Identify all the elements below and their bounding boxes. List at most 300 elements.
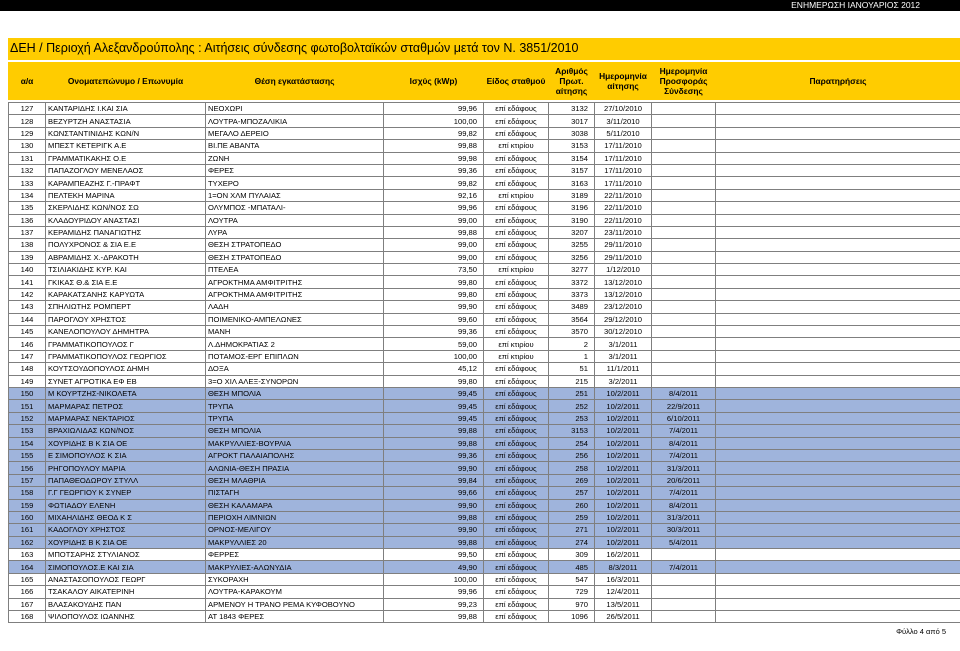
cell-name: Γ.Γ ΓΕΩΡΓΙΟΥ Κ ΣΥΝΕΡ [46,487,206,499]
cell-station-type: επί εδάφους [484,573,549,585]
header-name: Ονοματεπώνυμο / Επωνυμία [46,63,206,100]
cell-name: ΜΙΧΑΗΛΙΔΗΣ ΘΕΟΔ Κ Σ [46,511,206,523]
row-number: 127 [9,103,46,115]
cell-name: ΤΣΙΛΙΑΚΙΔΗΣ ΚΥΡ. ΚΑΙ [46,264,206,276]
title-bar [8,38,960,60]
cell-name: ΜΠΕΣΤ ΚΕΤΕΡΙΓΚ Α.Ε [46,140,206,152]
cell-name: Μ ΚΟΥΡΤΖΗΣ-ΝΙΚΟΛΕΤΑ [46,387,206,399]
cell-date-request: 10/2/2011 [595,462,652,474]
cell-station-type: επί εδάφους [484,561,549,573]
table-row [9,251,960,263]
table-row [9,524,960,536]
cell-date-request: 22/11/2010 [595,214,652,226]
cell-location: ΤΡΥΠΑ [206,400,384,412]
row-number: 140 [9,264,46,276]
cell-location: ΒΙ.ΠΕ ΑΒΑΝΤΑ [206,140,384,152]
row-number: 162 [9,536,46,548]
cell-notes [716,363,960,375]
cell-protocol: 215 [549,375,595,387]
table-row [9,127,960,139]
cell-location: ΠΟΙΜΕΝΙΚΟ-ΑΜΠΕΛΩΝΕΣ [206,313,384,325]
cell-date-offer [652,239,716,251]
cell-date-offer [652,152,716,164]
cell-date-offer: 7/4/2011 [652,561,716,573]
cell-date-request: 27/10/2010 [595,103,652,115]
cell-station-type: επί εδάφους [484,214,549,226]
cell-power: 99,88 [384,536,484,548]
table-row [9,301,960,313]
cell-date-offer [652,313,716,325]
cell-notes [716,127,960,139]
cell-protocol: 258 [549,462,595,474]
cell-power: 99,80 [384,288,484,300]
cell-date-offer: 5/4/2011 [652,536,716,548]
cell-notes [716,412,960,424]
cell-power: 92,16 [384,189,484,201]
cell-date-offer [652,350,716,362]
cell-location: ΑΓΡΟΚΤΗΜΑ ΑΜΦΙΤΡΙΤΗΣ [206,288,384,300]
header-location: Θέση εγκατάστασης [206,63,384,100]
cell-date-offer [652,326,716,338]
cell-protocol: 970 [549,598,595,610]
cell-power: 99,90 [384,462,484,474]
table-row [9,363,960,375]
cell-name: Ε ΣΙΜΟΠΟΥΛΟΣ Κ ΣΙΑ [46,449,206,461]
cell-station-type: επί εδάφους [484,449,549,461]
cell-location: 3=Ο ΧΙΛ ΑΛΕΞ-ΣΥΝΟΡΩΝ [206,375,384,387]
cell-location: ΤΡΥΠΑ [206,412,384,424]
cell-name: ΣΚΕΡΛΙΔΗΣ ΚΩΝ/ΝΟΣ ΣΩ [46,202,206,214]
cell-name: ΑΒΡΑΜΙΔΗΣ Χ.-ΔΡΑΚΟΤΗ [46,251,206,263]
cell-date-request: 8/3/2011 [595,561,652,573]
cell-date-request: 22/11/2010 [595,189,652,201]
cell-protocol: 3190 [549,214,595,226]
row-number: 167 [9,598,46,610]
table-row [9,598,960,610]
cell-protocol: 3153 [549,140,595,152]
cell-name: ΠΑΠΑΘΕΟΔΩΡΟΥ ΣΤΥΛΛ [46,474,206,486]
table-row [9,350,960,362]
row-number: 132 [9,164,46,176]
cell-notes [716,524,960,536]
cell-power: 99,98 [384,152,484,164]
table-row [9,226,960,238]
table-row [9,239,960,251]
cell-station-type: επί εδάφους [484,524,549,536]
cell-power: 99,84 [384,474,484,486]
table-row [9,202,960,214]
cell-notes [716,425,960,437]
cell-location: ΘΕΣΗ ΜΠΟΛΙΑ [206,387,384,399]
cell-notes [716,202,960,214]
table-row [9,115,960,127]
row-number: 152 [9,412,46,424]
cell-date-request: 23/11/2010 [595,226,652,238]
row-number: 137 [9,226,46,238]
cell-power: 99,60 [384,313,484,325]
cell-date-offer [652,338,716,350]
cell-notes [716,251,960,263]
cell-location: Λ.ΔΗΜΟΚΡΑΤΙΑΣ 2 [206,338,384,350]
cell-protocol: 3157 [549,164,595,176]
cell-name: ΨΙΛΟΠΟΥΛΟΣ ΙΩΑΝΝΗΣ [46,611,206,623]
cell-notes [716,226,960,238]
cell-station-type: επί εδάφους [484,103,549,115]
cell-date-offer [652,214,716,226]
cell-name: ΧΟΥΡΙΔΗΣ Β Κ ΣΙΑ ΟΕ [46,536,206,548]
cell-power: 100,00 [384,573,484,585]
row-number: 157 [9,474,46,486]
cell-protocol: 729 [549,586,595,598]
cell-power: 99,00 [384,251,484,263]
cell-name: ΒΡΑΧΙΩΛΙΔΑΣ ΚΩΝ/ΝΟΣ [46,425,206,437]
cell-protocol: 3153 [549,425,595,437]
cell-notes [716,573,960,585]
cell-location: ΟΛΥΜΠΟΣ -ΜΠΑΤΑΛΙ- [206,202,384,214]
cell-location: ΑΓΡΟΚΤΗΜΑ ΑΜΦΙΤΡΙΤΗΣ [206,276,384,288]
cell-station-type: επί εδάφους [484,276,549,288]
cell-location: ΛΟΥΤΡΑ-ΜΠΟΖΑΛΙΚΙΑ [206,115,384,127]
cell-date-offer [652,363,716,375]
cell-protocol: 3564 [549,313,595,325]
cell-date-offer [652,276,716,288]
row-number: 161 [9,524,46,536]
cell-date-request: 10/2/2011 [595,387,652,399]
cell-date-request: 10/2/2011 [595,499,652,511]
cell-location: ΘΕΣΗ ΜΠΟΛΙΑ [206,425,384,437]
row-number: 158 [9,487,46,499]
cell-notes [716,375,960,387]
cell-station-type: επί εδάφους [484,536,549,548]
cell-notes [716,387,960,399]
cell-location: ΛΑΔΗ [206,301,384,313]
cell-name: ΓΚΙΚΑΣ Θ.& ΣΙΑ Ε.Ε [46,276,206,288]
row-number: 136 [9,214,46,226]
cell-power: 99,36 [384,164,484,176]
cell-date-request: 5/11/2010 [595,127,652,139]
cell-protocol: 3372 [549,276,595,288]
cell-name: ΠΕΛΤΕΚΗ ΜΑΡΙΝΑ [46,189,206,201]
table-row [9,586,960,598]
header-date-request: Ημερομηνία αίτησης [595,63,652,100]
cell-power: 99,80 [384,276,484,288]
row-number: 159 [9,499,46,511]
cell-name: ΓΡΑΜΜΑΤΙΚΟΠΟΥΛΟΣ Γ [46,338,206,350]
cell-location: ΠΕΡΙΟΧΗ ΛΙΜΝΙΩΝ [206,511,384,523]
cell-date-request: 23/12/2010 [595,301,652,313]
cell-name: ΑΝΑΣΤΑΣΟΠΟΥΛΟΣ ΓΕΩΡΓ [46,573,206,585]
cell-date-offer [652,127,716,139]
cell-station-type: επί εδάφους [484,115,549,127]
row-number: 151 [9,400,46,412]
cell-protocol: 3570 [549,326,595,338]
cell-protocol: 271 [549,524,595,536]
cell-date-offer [652,288,716,300]
row-number: 166 [9,586,46,598]
cell-location: ΤΥΧΕΡΟ [206,177,384,189]
cell-power: 100,00 [384,350,484,362]
cell-date-offer [652,301,716,313]
row-number: 138 [9,239,46,251]
cell-name: ΓΡΑΜΜΑΤΙΚΑΚΗΣ Ο.Ε [46,152,206,164]
table-row [9,326,960,338]
cell-date-request: 10/2/2011 [595,511,652,523]
cell-notes [716,264,960,276]
cell-notes [716,115,960,127]
cell-date-request: 29/12/2010 [595,313,652,325]
cell-station-type: επί κτιρίου [484,350,549,362]
table-row [9,338,960,350]
table-row [9,487,960,499]
cell-station-type: επί εδάφους [484,202,549,214]
row-number: 139 [9,251,46,263]
cell-notes [716,598,960,610]
cell-date-request: 10/2/2011 [595,524,652,536]
cell-power: 99,88 [384,226,484,238]
cell-date-request: 17/11/2010 [595,140,652,152]
cell-name: ΣΥΝΕΤ ΑΓΡΟΤΙΚΑ ΕΦ ΕΒ [46,375,206,387]
cell-power: 99,80 [384,375,484,387]
cell-date-request: 3/1/2011 [595,338,652,350]
table-header-row [9,63,960,100]
table-row [9,164,960,176]
cell-date-offer [652,177,716,189]
cell-name: ΣΙΜΟΠΟΥΛΟΣ.Ε ΚΑΙ ΣΙΑ [46,561,206,573]
cell-date-offer: 7/4/2011 [652,487,716,499]
cell-date-offer: 7/4/2011 [652,425,716,437]
cell-date-request: 10/2/2011 [595,412,652,424]
cell-power: 99,96 [384,202,484,214]
cell-location: ΠΙΣΤΑΓΗ [206,487,384,499]
cell-notes [716,140,960,152]
cell-location: ΜΑΚΡΥΛΙΕΣ-ΑΛΩΝΥΔΙΑ [206,561,384,573]
cell-location: ΔΟΞΑ [206,363,384,375]
cell-date-request: 10/2/2011 [595,449,652,461]
cell-notes [716,549,960,561]
row-number: 131 [9,152,46,164]
table-row [9,549,960,561]
cell-power: 99,88 [384,425,484,437]
cell-date-offer [652,611,716,623]
cell-date-offer: 31/3/2011 [652,511,716,523]
cell-power: 99,96 [384,103,484,115]
cell-name: ΦΩΤΙΑΔΟΥ ΕΛΕΝΗ [46,499,206,511]
cell-notes [716,400,960,412]
cell-notes [716,177,960,189]
cell-date-request: 3/1/2011 [595,350,652,362]
cell-name: ΚΩΝΣΤΑΝΤΙΝΙΔΗΣ ΚΩΝ/Ν [46,127,206,139]
table-row [9,611,960,623]
cell-date-request: 1/12/2010 [595,264,652,276]
cell-date-request: 10/2/2011 [595,400,652,412]
row-number: 148 [9,363,46,375]
cell-name: ΚΛΑΔΟΥΡΙΔΟΥ ΑΝΑΣΤΑΣΙ [46,214,206,226]
cell-notes [716,449,960,461]
cell-protocol: 3038 [549,127,595,139]
table-row [9,437,960,449]
cell-name: ΒΕΖΥΡΤΖΗ ΑΝΑΣΤΑΣΙΑ [46,115,206,127]
row-number: 145 [9,326,46,338]
cell-date-offer: 8/4/2011 [652,499,716,511]
cell-location: ΜΑΚΡΥΛΛΙΕΣ-ΒΟΥΡΛΙΑ [206,437,384,449]
cell-station-type: επί εδάφους [484,152,549,164]
cell-notes [716,611,960,623]
cell-protocol: 547 [549,573,595,585]
table-row [9,474,960,486]
cell-power: 99,88 [384,611,484,623]
cell-notes [716,536,960,548]
cell-location: ΦΕΡΕΣ [206,164,384,176]
cell-station-type: επί εδάφους [484,239,549,251]
cell-date-request: 17/11/2010 [595,177,652,189]
cell-station-type: επί εδάφους [484,326,549,338]
cell-station-type: επί εδάφους [484,474,549,486]
cell-date-request: 22/11/2010 [595,202,652,214]
header-aa: α/α [9,63,46,100]
table-row [9,462,960,474]
cell-location: ΘΕΣΗ ΣΤΡΑΤΟΠΕΔΟ [206,251,384,263]
row-number: 128 [9,115,46,127]
cell-notes [716,152,960,164]
cell-protocol: 51 [549,363,595,375]
row-number: 154 [9,437,46,449]
cell-name: ΚΑΡΑΚΑΤΣΑΝΗΣ ΚΑΡΥΩΤΑ [46,288,206,300]
cell-protocol: 251 [549,387,595,399]
cell-power: 59,00 [384,338,484,350]
cell-date-offer [652,202,716,214]
cell-station-type: επί εδάφους [484,363,549,375]
cell-location: ΜΑΚΡΥΛΛΙΕΣ 20 [206,536,384,548]
cell-date-request: 3/11/2010 [595,115,652,127]
row-number: 135 [9,202,46,214]
cell-location: ΘΕΣΗ ΜΛΑΘΡΙΑ [206,474,384,486]
document-title: ΔΕΗ / Περιοχή Αλεξανδρούπολης : Αιτήσεις σύνδεσης φωτοβολταϊκών σταθμών μετά τον Ν. 3851/2010 [10,41,579,55]
cell-location: ΠΟΤΑΜΟΣ-ΕΡΓ ΕΠΙΠΛΩΝ [206,350,384,362]
cell-location: ΛΟΥΤΡΑ-ΚΑΡΑΚΟΥΜ [206,586,384,598]
cell-location: ΛΥΡΑ [206,226,384,238]
cell-date-request: 13/12/2010 [595,288,652,300]
table-row [9,573,960,585]
cell-date-offer [652,189,716,201]
cell-date-offer: 20/6/2011 [652,474,716,486]
cell-station-type: επί εδάφους [484,301,549,313]
cell-station-type: επί εδάφους [484,462,549,474]
cell-date-offer [652,103,716,115]
row-number: 168 [9,611,46,623]
cell-date-request: 13/5/2011 [595,598,652,610]
cell-protocol: 485 [549,561,595,573]
cell-protocol: 2 [549,338,595,350]
cell-name: ΒΛΑΣΑΚΟΥΔΗΣ ΠΑΝ [46,598,206,610]
cell-notes [716,437,960,449]
table-row [9,152,960,164]
cell-notes [716,239,960,251]
table-row [9,189,960,201]
cell-power: 99,88 [384,140,484,152]
cell-date-request: 29/11/2010 [595,251,652,263]
cell-location: ΑΛΩΝΙΑ-ΘΕΣΗ ΠΡΑΣΙΑ [206,462,384,474]
cell-name: ΚΑΔΟΓΛΟΥ ΧΡΗΣΤΟΣ [46,524,206,536]
cell-name: ΚΑΝΕΛΟΠΟΥΛΟΥ ΔΗΜΗΤΡΑ [46,326,206,338]
cell-location: ΘΕΣΗ ΚΑΛΑΜΑΡΑ [206,499,384,511]
cell-protocol: 3207 [549,226,595,238]
row-number: 164 [9,561,46,573]
cell-station-type: επί κτιρίου [484,189,549,201]
cell-power: 99,45 [384,400,484,412]
cell-notes [716,350,960,362]
cell-date-request: 10/2/2011 [595,536,652,548]
cell-date-request: 29/11/2010 [595,239,652,251]
cell-date-offer [652,226,716,238]
row-number: 144 [9,313,46,325]
table-row [9,288,960,300]
cell-power: 99,50 [384,549,484,561]
table-row [9,140,960,152]
cell-name: ΤΣΑΚΑΛΟΥ ΑΙΚΑΤΕΡΙΝΗ [46,586,206,598]
cell-station-type: επί εδάφους [484,549,549,561]
cell-date-offer [652,549,716,561]
row-number: 150 [9,387,46,399]
table-row [9,177,960,189]
cell-station-type: επί κτιρίου [484,264,549,276]
cell-station-type: επί εδάφους [484,611,549,623]
page-footer: Φύλλο 4 από 5 [896,627,946,636]
cell-power: 99,90 [384,499,484,511]
cell-protocol: 1 [549,350,595,362]
cell-power: 99,66 [384,487,484,499]
cell-power: 73,50 [384,264,484,276]
cell-protocol: 259 [549,511,595,523]
cell-protocol: 3256 [549,251,595,263]
cell-power: 49,90 [384,561,484,573]
cell-date-request: 16/2/2011 [595,549,652,561]
table-row [9,214,960,226]
cell-date-request: 10/2/2011 [595,425,652,437]
cell-date-offer: 30/3/2011 [652,524,716,536]
table-row [9,412,960,424]
cell-protocol: 3255 [549,239,595,251]
cell-protocol: 256 [549,449,595,461]
cell-notes [716,313,960,325]
cell-station-type: επί κτιρίου [484,338,549,350]
cell-notes [716,326,960,338]
cell-location: ΜΑΝΗ [206,326,384,338]
cell-station-type: επί εδάφους [484,226,549,238]
cell-station-type: επί εδάφους [484,487,549,499]
cell-power: 100,00 [384,115,484,127]
row-number: 160 [9,511,46,523]
cell-date-offer [652,115,716,127]
cell-protocol: 3189 [549,189,595,201]
row-number: 130 [9,140,46,152]
cell-name: ΚΟΥΤΣΟΥΔΟΠΟΥΛΟΣ ΔΗΜΗ [46,363,206,375]
cell-power: 99,36 [384,326,484,338]
applications-table [8,62,960,623]
cell-date-offer: 22/9/2011 [652,400,716,412]
cell-power: 99,90 [384,301,484,313]
row-number: 149 [9,375,46,387]
cell-location: 1=ΟΝ ΧΛΜ ΠΥΛΑΙΑΣ [206,189,384,201]
cell-name: ΠΑΡΟΓΛΟΥ ΧΡΗΣΤΟΣ [46,313,206,325]
cell-protocol: 3163 [549,177,595,189]
cell-date-offer [652,251,716,263]
header-date-offer: Ημερομηνία Προσφοράς Σύνδεσης [652,63,716,100]
cell-name: ΧΟΥΡΙΔΗΣ Β Κ ΣΙΑ ΟΕ [46,437,206,449]
cell-notes [716,487,960,499]
cell-location: ΜΕΓΑΛΟ ΔΕΡΕΙΟ [206,127,384,139]
cell-date-offer [652,264,716,276]
cell-notes [716,338,960,350]
